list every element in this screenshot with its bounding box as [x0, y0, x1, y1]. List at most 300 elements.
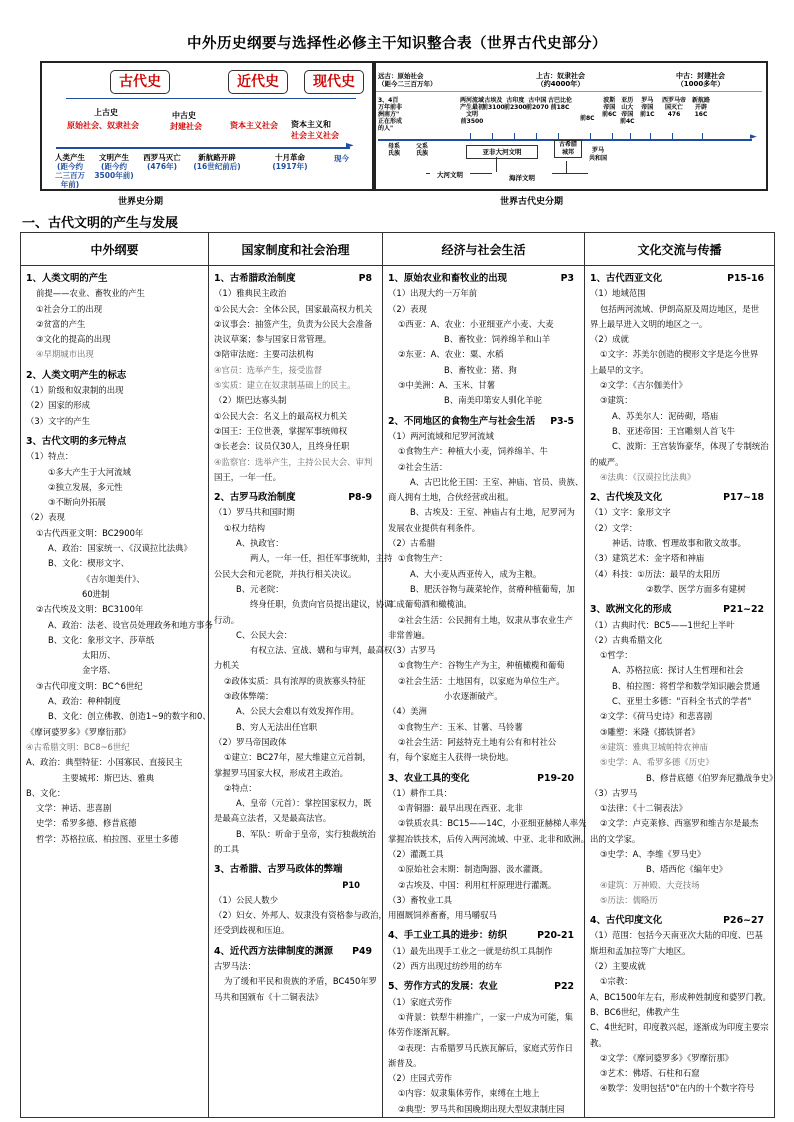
line-text: B、元老院：: [236, 583, 284, 594]
content-line: [590, 1036, 770, 1051]
line-text: （1）公民人数少: [214, 894, 278, 905]
line-text: 太阳历、: [82, 650, 116, 661]
content-line: [214, 455, 378, 470]
line-text: ③政体弊端：: [224, 691, 274, 702]
line-text: 有，每个家庭主人获得一块份地。: [388, 752, 514, 763]
line-text: ②东亚：A、农业：粟、水稻: [398, 349, 504, 360]
line-text: （1）古典时代：BC5——1世纪上半叶: [590, 619, 735, 630]
line-text: ③文化的提高的出现: [36, 334, 111, 345]
content-line: [26, 725, 204, 740]
line-text: B、BC6世纪，佛教产生: [590, 1006, 680, 1017]
content-line: [590, 944, 770, 959]
line-text: ④法典：《汉谟拉比法典》: [600, 471, 696, 482]
line-text: 马共和国颁布《十二铜表法》: [214, 991, 323, 1002]
content-line: [590, 409, 770, 424]
content-line: [26, 709, 211, 724]
line-text: ②独立发展，多元性: [48, 481, 123, 492]
line-text: （1）家庭式劳作: [388, 996, 452, 1007]
ocean-connector: [566, 161, 567, 173]
line-text: P10: [342, 879, 360, 890]
line-text: ③陪审法庭：主要司法机构: [214, 349, 314, 360]
line-text: （2）妇女、外邦人、奴隶没有资格参与政治，: [214, 910, 387, 921]
line-text: （1）雅典民主政治: [214, 288, 287, 299]
era-modern: 近代史: [228, 70, 288, 94]
content-line: [388, 475, 584, 490]
content-line: [388, 490, 580, 505]
line-text: ④早期城市出现: [36, 349, 94, 360]
afro-asian-river-box: 亚非大河文明: [466, 145, 538, 159]
content-line: [388, 317, 580, 332]
line-text: 斯坦和孟加拉等广大地区。: [590, 945, 691, 956]
line-text: A、苏格拉底：探讨人生哲理和社会: [612, 665, 744, 676]
line-text: （2）表现: [26, 512, 65, 523]
line-text: 1、原始农业和畜牧业的出现: [388, 273, 508, 284]
content-line: [26, 317, 204, 332]
content-line: [388, 551, 580, 566]
col-header-culture: 文化交流与传播: [585, 233, 775, 266]
content-line: [26, 480, 204, 495]
content-line: [214, 613, 378, 628]
content-line: [388, 567, 580, 582]
page-ref: P8: [358, 273, 372, 284]
content-line: [26, 449, 204, 464]
content-line: [388, 847, 580, 862]
line-text: 文学：神话、悲喜剧: [36, 803, 112, 814]
right-panel-caption: 世界古代史分期: [500, 197, 564, 207]
line-text: ⑤实质：建立在奴隶制基础上的民主。: [214, 380, 356, 391]
line-text: ①食物生产：: [398, 553, 448, 564]
header-primitive: 远古：原始社会 （距今二三百万年）: [378, 72, 437, 88]
content-line: [590, 862, 770, 877]
content-line: [590, 332, 770, 347]
line-text: （1）阶级和奴隶制的出现: [26, 385, 124, 396]
content-line: [590, 424, 770, 439]
modern-bracket: [214, 98, 300, 99]
content-line: [26, 286, 204, 301]
point-civilization-origin: 文明产生 (距今约 3500年前): [94, 153, 134, 180]
line-text: C、4世纪时，印度教兴起，逐渐成为印度主要宗: [590, 1022, 769, 1033]
line-text: 用圈厩饲养畜畜，用马嚼驭马: [388, 910, 497, 921]
col-header-outline: 中外纲要: [21, 233, 209, 266]
line-text: ③长老会：议员仅30人，且终身任职: [214, 441, 350, 452]
content-line: [388, 1071, 580, 1086]
content-line: [388, 521, 580, 536]
patriarchal-clan: 父系 氏族: [416, 143, 429, 157]
content-line: [388, 597, 580, 612]
content-line: [388, 1086, 580, 1101]
economy-column: [383, 266, 589, 1118]
content-line: [26, 398, 204, 413]
content-line: [26, 663, 204, 678]
content-line: [388, 536, 580, 551]
line-text: 前提——农业、畜牧业的产生: [36, 288, 145, 299]
outline-column: [21, 266, 213, 1118]
line-text: 是最高立法者，又是最高法官。: [214, 813, 332, 824]
line-text: ②社会生活：土地国有，以家庭为单位生产。: [398, 675, 565, 686]
line-text: （1）文字：象形文字: [590, 507, 671, 518]
timeline-event: 前8C: [580, 115, 595, 122]
ancient-bracket: [66, 98, 214, 99]
page-ref: P17~18: [723, 492, 764, 504]
line-text: （2）文学：: [590, 522, 638, 533]
line-text: （4）美洲: [388, 706, 427, 717]
line-text: ①社会分工的出现: [36, 303, 103, 314]
line-text: ②文学：《吉尔伽美什》: [600, 380, 688, 391]
content-line: [26, 648, 204, 663]
topic-heading: [214, 490, 378, 505]
content-line: [214, 302, 378, 317]
content-line: [214, 735, 378, 750]
line-text: B、畜牧业：饲养绵羊和山羊: [444, 334, 551, 345]
era-contemporary: 现代史: [304, 70, 364, 94]
content-line: [26, 541, 204, 556]
content-line: [590, 1081, 770, 1096]
modern-content: 资本主义社会: [230, 121, 278, 130]
line-text: （1）耕作工具：: [388, 787, 452, 798]
line-text: 有权立法、宣战、媾和与审判，最高权: [250, 645, 393, 656]
line-text: 终身任职，负责向官员提出建议，协调: [250, 599, 393, 610]
line-text: A、执政官：: [236, 538, 284, 549]
line-text: ①哲学：: [600, 650, 633, 661]
line-text: 公民大会和元老院，并执行相关决议。: [214, 568, 357, 579]
line-text: （2）古希腊: [388, 538, 436, 549]
content-line: [590, 439, 770, 454]
line-text: ①青铜器：最早出现在西亚、北非: [398, 803, 523, 814]
content-line: [388, 816, 587, 831]
line-text: ②文学：卢克莱修、西塞罗和维吉尔是最杰: [600, 818, 759, 829]
content-line: [26, 383, 204, 398]
matriarchal-clan: 母系 氏族: [388, 143, 401, 157]
content-line: [590, 740, 770, 755]
river-connector: [496, 157, 497, 173]
page-ref: P8-9: [348, 492, 372, 504]
content-line: [214, 704, 378, 719]
content-line: [388, 878, 580, 893]
line-text: 4、手工业工具的进步：纺织: [388, 930, 508, 942]
line-text: ①食物生产：种植大小麦，饲养绵羊、牛: [398, 446, 548, 457]
content-line: [388, 704, 580, 719]
content-line: [26, 495, 204, 510]
content-line: [214, 923, 378, 938]
line-text: A、政治：法老、设官员处理政务和地方事务: [48, 619, 213, 630]
line-text: 3、古希腊、古罗马政体的弊端: [214, 864, 343, 876]
line-text: （3）古罗马: [590, 787, 638, 798]
arrow-right-icon: ►: [346, 140, 354, 151]
content-line: [214, 567, 378, 582]
line-text: ③史学：A、李维《罗马史》: [600, 848, 706, 859]
content-line: [26, 679, 204, 694]
content-line: [26, 755, 204, 770]
content-line: [590, 709, 770, 724]
line-text: ③中美洲：A、玉米、甘薯: [398, 380, 495, 391]
content-line: [214, 597, 393, 612]
content-line: [214, 424, 378, 439]
content-line: [590, 847, 770, 862]
content-line: [214, 908, 387, 923]
content-line: [214, 536, 378, 551]
content-line: [590, 974, 770, 989]
topic-heading: [26, 368, 204, 383]
content-line: [388, 750, 580, 765]
sub-ancient-label: 上古史: [94, 108, 118, 117]
page-ref: P3: [560, 273, 574, 284]
content-line: [388, 286, 580, 301]
content-line: [26, 347, 204, 362]
content-line: [26, 572, 204, 587]
content-line: [590, 928, 770, 943]
line-text: （2）主要成就: [590, 961, 646, 972]
line-text: A、皇帝（元首）：掌控国家权力，既: [236, 798, 372, 809]
content-line: [26, 556, 204, 571]
line-text: ②社会生活：: [398, 461, 448, 472]
content-line: [214, 878, 378, 893]
topic-heading: [26, 271, 204, 286]
content-line: [214, 750, 378, 765]
line-text: 5、劳作方式的发展：农业: [388, 981, 498, 993]
line-text: ④监察官：选举产生，主持公民大会、审判: [214, 456, 373, 467]
ancient-world-periodization-panel: [374, 61, 768, 191]
content-line: [214, 974, 378, 989]
content-line: [214, 409, 378, 424]
line-text: B、肥沃谷物与蔬菜轮作，贫瘠种植葡萄，加: [410, 583, 575, 594]
line-text: C、波斯：王宫装饰豪华，体现了专制统治: [612, 441, 769, 452]
header-divider: [376, 91, 762, 92]
line-text: ④官员：选举产生，接受监督: [214, 364, 323, 375]
topic-heading: [214, 271, 378, 286]
content-line: [214, 689, 378, 704]
line-text: ①文字：苏美尔创造的楔形文字是迄今世界: [600, 349, 759, 360]
line-text: ②国王：王位世袭，掌握军事统帅权: [214, 425, 348, 436]
topic-heading: [388, 771, 580, 786]
page-ref: P3-5: [550, 415, 574, 427]
line-text: 《摩诃婆罗多》《罗摩衍那》: [26, 726, 131, 737]
line-text: 2、人类文明产生的标志: [26, 369, 127, 381]
line-text: ②古代埃及文明：BC3100年: [36, 604, 144, 615]
content-line: [26, 302, 204, 317]
line-text: A、大小麦从西亚传入，成为主粮。: [410, 568, 542, 579]
line-text: 发展农业提供有利条件。: [388, 522, 481, 533]
content-line: [388, 908, 580, 923]
line-text: C、亚里士多德："百科全书式的学者": [612, 696, 752, 707]
line-text: （2）灌溉工具: [388, 848, 444, 859]
content-line: [590, 378, 770, 393]
section-title: 一、古代文明的产生与发展: [22, 216, 179, 231]
line-text: 3、农业工具的变化: [388, 772, 470, 784]
contemporary-content-a: 资本主义和: [291, 120, 331, 129]
knowledge-table: [20, 232, 778, 1118]
content-line: [388, 1041, 580, 1056]
line-text: 2、不同地区的食物生产与社会生活: [388, 415, 536, 427]
line-text: 小农逐渐破产。: [444, 691, 503, 702]
content-line: [590, 725, 770, 740]
content-line: [590, 755, 770, 770]
content-line: [388, 944, 580, 959]
line-text: 4、近代西方法律制度的渊源: [214, 945, 334, 957]
line-text: B、古埃及：王室、神庙占有土地，尼罗河为: [410, 507, 575, 518]
line-text: 为了缓和平民和贵族的矛盾，BC450年罗: [224, 976, 378, 987]
content-line: [26, 694, 204, 709]
content-line: [214, 332, 378, 347]
line-text: 两人，一年一任，担任军事统帅，主持: [250, 553, 393, 564]
content-line: [214, 551, 393, 566]
era-ancient: 古代史: [110, 70, 170, 94]
sub-medieval-label: 中古史: [172, 111, 196, 120]
greek-city-state-box: 古希腊 城邦: [554, 140, 582, 158]
left-panel-caption: 世界史分期: [118, 197, 164, 207]
col-header-governance: 国家制度和社会治理: [209, 233, 383, 266]
line-text: ①公民大会：名义上的最高权力机关: [214, 410, 348, 421]
content-line: [388, 628, 580, 643]
content-line: [388, 1025, 580, 1040]
content-line: [388, 378, 580, 393]
content-line: [590, 286, 770, 301]
content-line: [388, 786, 580, 801]
page-ref: P21~22: [723, 604, 764, 616]
content-line: [590, 618, 770, 633]
line-text: A、BC1500年左右，形成种姓制度和婆罗门教。: [590, 991, 771, 1002]
content-line: [590, 1051, 770, 1066]
ancient-content: 原始社会、奴隶社会: [67, 121, 139, 130]
line-text: ④数学：发明包括"0"在内的十个数字符号: [600, 1083, 755, 1094]
topic-heading: [590, 602, 770, 617]
line-text: B、亚述帝国：王宫雕刻人首飞牛: [612, 425, 735, 436]
line-text: ②政体实质：具有浓厚的贵族寡头特征: [224, 675, 366, 686]
line-text: （3）古罗马: [388, 645, 436, 656]
line-text: ①背景：铁犁牛耕推广，一家一户成为可能，集: [398, 1011, 574, 1022]
content-line: [214, 347, 378, 362]
line-text: 史学：希罗多德、修昔底德: [36, 818, 137, 829]
line-text: 古罗马法：: [214, 961, 256, 972]
page-ref: P15-16: [727, 273, 764, 284]
content-line: [388, 302, 580, 317]
content-line: [590, 567, 770, 582]
content-line: [388, 444, 580, 459]
content-line: [26, 801, 204, 816]
content-line: [388, 505, 580, 520]
line-text: ④建筑：万神殿、大竞技场: [600, 879, 700, 890]
content-line: [388, 1056, 580, 1071]
topic-heading: [388, 271, 580, 286]
content-line: [26, 332, 204, 347]
line-text: ①多大产生于大河流域: [48, 466, 131, 477]
content-line: [388, 658, 580, 673]
content-line: [214, 439, 378, 454]
line-text: 哲学：苏格拉底、柏拉图、亚里士多德: [36, 833, 179, 844]
line-text: ②数学、医学方面多有建树: [646, 583, 746, 594]
line-text: 1、古希腊政治制度: [214, 273, 296, 284]
content-line: [214, 521, 378, 536]
line-text: ③建筑：: [600, 395, 633, 406]
content-line: [26, 526, 204, 541]
line-text: ③雕塑：米隆《掷铁饼者》: [600, 726, 700, 737]
line-text: 《吉尔迦美什》、: [82, 573, 145, 584]
line-text: （3）畜牧业工具: [388, 894, 452, 905]
content-line: [590, 1005, 770, 1020]
line-text: 决议草案；参与国家日常管理。: [214, 334, 332, 345]
point-human-origin: 人类产生 (距今约 二三百万 年前): [55, 153, 85, 189]
content-line: [214, 658, 378, 673]
content-line: [590, 455, 770, 470]
line-text: 掌握罗马国家大权，形成君主政治。: [214, 767, 348, 778]
line-text: ④建筑：雅典卫城帕特农神庙: [600, 741, 709, 752]
line-text: 体劳作逐渐瓦解。: [388, 1027, 455, 1038]
line-text: B、文化：: [26, 787, 66, 798]
line-text: B、修昔底德《伯罗奔尼撒战争史》: [646, 772, 778, 783]
timeline-event: 西罗马帝 国灭亡 476: [662, 97, 687, 118]
content-line: [214, 317, 378, 332]
page-title: 中外历史纲要与选择性必修主干知识整合表（世界古代史部分）: [187, 36, 607, 52]
line-text: A、公民大会难以有效发挥作用。: [236, 706, 359, 717]
line-text: 2、古罗马政治制度: [214, 492, 296, 504]
event-early-humans: 3、4百 万年前非 洲南方" 正在形成 的人": [378, 97, 403, 132]
line-text: ①建立：BC27年，屋大维建立元首制，: [224, 752, 371, 763]
line-text: 上最早的文字。: [590, 364, 649, 375]
content-line: [590, 363, 770, 378]
culture-column: [585, 266, 778, 1118]
line-text: ③艺术：佛塔、石柱和石窟: [600, 1068, 700, 1079]
timeline-event: 古中国 前2070: [526, 97, 549, 111]
content-line: [214, 766, 378, 781]
content-line: [214, 781, 378, 796]
line-text: （1）出现大约一万年前: [388, 288, 478, 299]
content-line: [590, 302, 770, 317]
line-text: 4、古代印度文化: [590, 915, 663, 927]
line-text: ①法律：《十二铜表法》: [600, 803, 688, 814]
line-text: B、塔西佗《编年史》: [646, 864, 728, 875]
line-text: B、穷人无法出任官职: [236, 721, 318, 732]
content-line: [590, 816, 770, 831]
content-line: [590, 470, 770, 485]
line-text: ②特点：: [224, 782, 257, 793]
line-text: ⑤史学：A、希罗多德《历史》: [600, 757, 714, 768]
content-line: [26, 633, 204, 648]
content-line: [590, 786, 770, 801]
line-text: 出的文学家。: [590, 833, 641, 844]
line-text: ②社会生活：公民拥有土地，奴隶从事农业生产: [398, 614, 574, 625]
line-text: （2）西方出现过纺纱用的纺车: [388, 961, 503, 972]
line-text: B、南美印第安人驯化羊驼: [444, 395, 542, 406]
content-line: [26, 771, 204, 786]
point-new-sea-route: 新航路开辟 (16世纪前后): [193, 153, 241, 171]
line-text: 还受到歧视和压迫。: [214, 925, 290, 936]
content-line: [214, 378, 378, 393]
content-line: [214, 582, 378, 597]
content-line: [590, 663, 770, 678]
content-line: [388, 959, 580, 974]
line-text: 主要城邦：斯巴达、雅典: [62, 772, 155, 783]
page-ref: P22: [554, 981, 574, 993]
line-text: 渐普及。: [388, 1057, 422, 1068]
line-text: 掌握冶铁技术，后传入两河流域、中亚、北非和欧洲。: [388, 833, 589, 844]
content-line: [388, 995, 580, 1010]
content-line: [214, 827, 378, 842]
content-line: [26, 816, 204, 831]
content-line: [388, 674, 580, 689]
point-west-rome-fall: 西罗马灭亡 (476年): [143, 153, 181, 171]
content-line: [590, 393, 770, 408]
content-line: [590, 959, 770, 974]
content-line: [590, 633, 770, 648]
line-text: ①权力结构: [224, 522, 266, 533]
content-line: [388, 893, 580, 908]
content-line: [388, 460, 580, 475]
header-feudal: 中古：封建社会 （1000多年）: [676, 72, 725, 88]
line-text: 60进制: [82, 588, 110, 599]
line-text: A、政治：国家统一、《汉谟拉比法典》: [48, 543, 192, 554]
content-line: [590, 1020, 770, 1035]
line-text: 行动。: [214, 614, 240, 625]
timeline-event: 新航路 开辟 16C: [692, 97, 711, 118]
